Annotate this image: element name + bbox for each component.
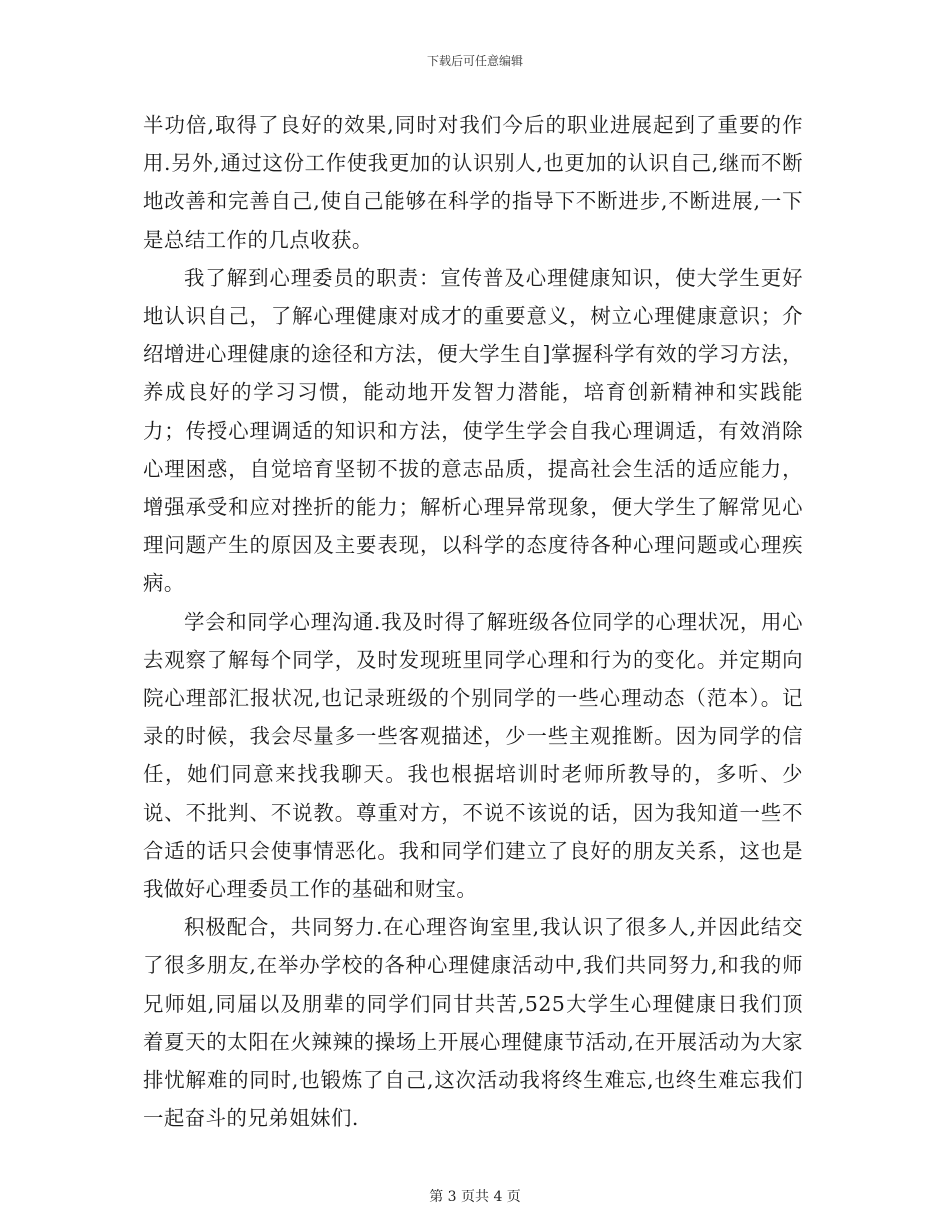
paragraph: 我了解到心理委员的职责：宣传普及心理健康知识，使大学生更好地认识自己，了解心理健康对成才的重要意义，树立心理健康意识；介绍增进心理健康的途径和方法，便大学生自]掌握科学有效的学习方法，养成良好的学习习惯，能动地开发智力潜能，培育创新精神和实践能力；传授心理调适的知识和方法，使学生学会自我心理调适，有效消除心理困惑，自觉培育坚韧不拔的意志品质，提高社会生活的适应能力，增强承受和应对挫折的能力；解析心理异常现象，便大学生了解常见心理问题产生的原因及主要表现，以科学的态度待各种心理问题或心理疾病。 (143, 265, 803, 596)
page-header-note: 下载后可任意编辑 (426, 54, 523, 68)
paragraph: 半功倍,取得了良好的效果,同时对我们今后的职业进展起到了重要的作用.另外,通过这份工作使我更加的认识别人,也更加的认识自己,继而不断地改善和完善自己,使自己能够在科学的指导下不断进步,不断进展,一下是总结工作的几点收获。 (143, 113, 803, 252)
document-body (143, 106, 803, 1137)
page-number: 第 3 页共 4 页 (429, 1189, 521, 1205)
paragraph: 学会和同学心理沟通.我及时得了解班级各位同学的心理状况，用心去观察了解每个同学，及时发现班里同学心理和行为的变化。并定期向院心理部汇报状况,也记录班级的个别同学的一些心理动态（范本）。记录的时候，我会尽量多一些客观描述，少一些主观推断。因为同学的信任，她们同意来找我聊天。我也根据培训时老师所教导的，多听、少说、不批判、不说教。尊重对方，不说不该说的话，因为我知道一些不合适的话只会使事情恶化。我和同学们建立了良好的朋友关系，这也是我做好心理委员工作的基础和财宝。 (143, 609, 803, 902)
paragraph: 积极配合，共同努力.在心理咨询室里,我认识了很多人,并因此结交了很多朋友,在举办学校的各种心理健康活动中,我们共同努力,和我的师兄师姐,同届以及朋辈的同学们同甘共苦,525大学生心理健康日我们顶着夏天的太阳在火辣辣的操场上开展心理健康节活动,在开展活动为大家排忧解难的同时,也锻炼了自己,这次活动我将终生难忘,也终生难忘我们一起奋斗的兄弟姐妹们. (143, 915, 803, 1131)
